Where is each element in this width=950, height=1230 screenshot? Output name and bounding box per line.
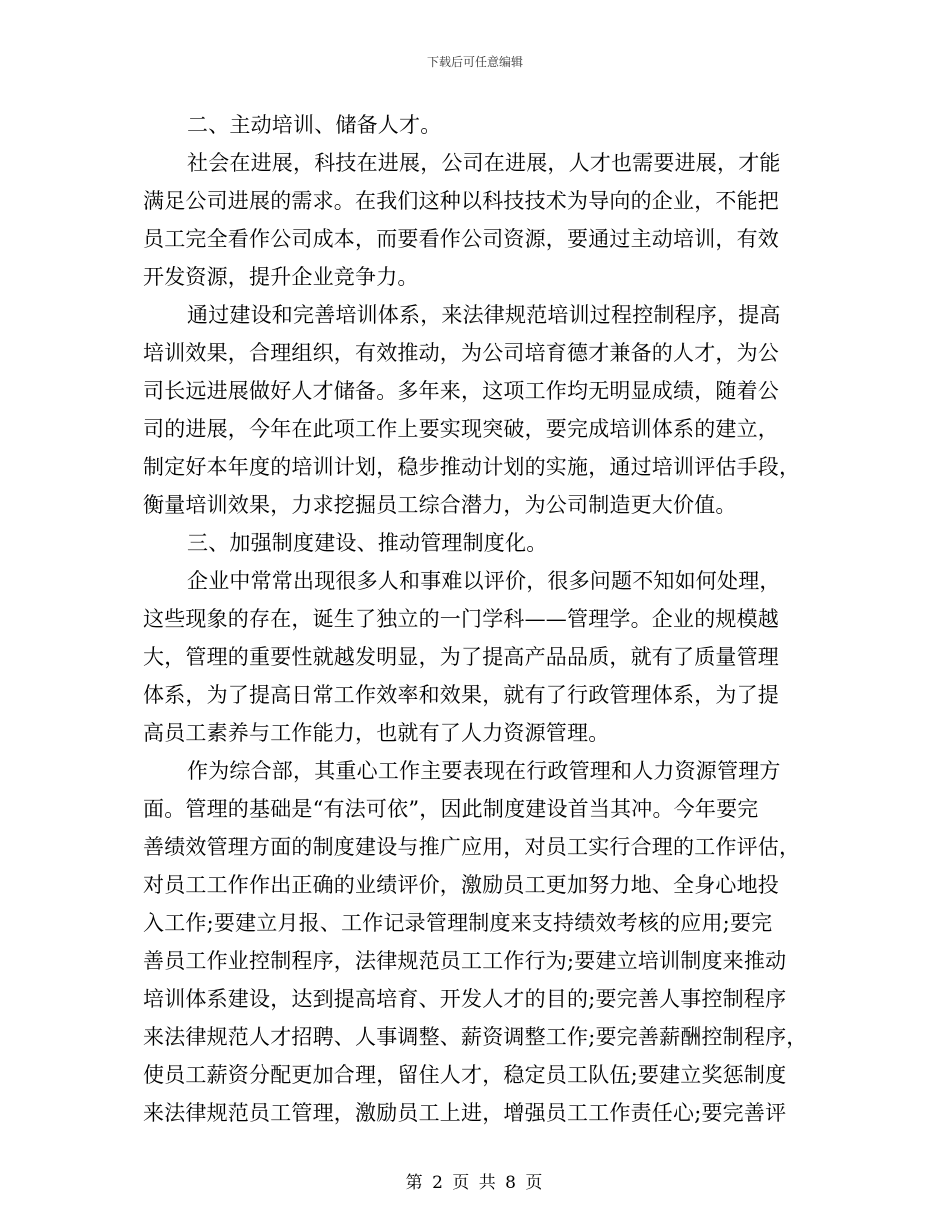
paragraph-line: 善员工作业控制程序，法律规范员工工作行为;要建立培训制度来推动 [143, 949, 787, 973]
paragraph-line: 高员工素养与工作能力，也就有了人力资源管理。 [143, 721, 610, 745]
paragraph-line: 入工作;要建立月报、工作记录管理制度来支持绩效考核的应用;要完 [143, 911, 773, 935]
paragraph-line: 培训体系建设，达到提高培育、开发人才的目的;要完善人事控制程序 [143, 987, 787, 1011]
paragraph-line: 司长远进展做好人才储备。多年来，这项工作均无明显成绩，随着公 [143, 379, 779, 403]
paragraph-line: 通过建设和完善培训体系，来法律规范培训过程控制程序，提高 [187, 303, 781, 327]
paragraph-line: 善绩效管理方面的制度建设与推广应用，对员工实行合理的工作评估， [143, 835, 801, 859]
paragraph-line: 这些现象的存在，诞生了独立的一门学科——管理学。企业的规模越 [143, 607, 779, 631]
paragraph-line: 司的进展，今年在此项工作上要实现突破，要完成培训体系的建立， [143, 417, 779, 441]
paragraph-line: 面。管理的基础是“有法可依”，因此制度建设首当其冲。今年要完 [143, 797, 759, 821]
document-body [143, 106, 811, 1132]
paragraph-line: 对员工工作作出正确的业绩评价，激励员工更加努力地、全身心地投 [143, 873, 779, 897]
paragraph-line: 培训效果，合理组织，有效推动，为公司培育德才兼备的人才，为公 [143, 341, 779, 365]
paragraph-line: 大，管理的重要性就越发明显，为了提高产品品质，就有了质量管理 [143, 645, 779, 669]
page-header-note: 下载后可任意编辑 [426, 55, 523, 69]
paragraph-line: 满足公司进展的需求。在我们这种以科技技术为导向的企业，不能把 [143, 189, 779, 213]
paragraph-line: 来法律规范人才招聘、人事调整、薪资调整工作;要完善薪酬控制程序， [143, 1025, 808, 1049]
paragraph-line: 社会在进展，科技在进展，公司在进展，人才也需要进展，才能 [187, 151, 781, 175]
paragraph-line: 员工完全看作公司成本，而要看作公司资源，要通过主动培训，有效 [143, 227, 779, 251]
paragraph-line: 作为综合部，其重心工作主要表现在行政管理和人力资源管理方 [187, 759, 781, 783]
paragraph-line: 体系，为了提高日常工作效率和效果，就有了行政管理体系，为了提 [143, 683, 779, 707]
section-heading-training: 二、主动培训、储备人才。 [187, 113, 442, 137]
paragraph-line: 衡量培训效果，力求挖掘员工综合潜力，为公司制造更大价值。 [143, 493, 737, 517]
paragraph-line: 使员工薪资分配更加合理，留住人才，稳定员工队伍;要建立奖惩制度 [143, 1063, 787, 1087]
paragraph-line: 来法律规范员工管理，激励员工上进，增强员工工作责任心;要完善评 [143, 1101, 787, 1125]
paragraph-line: 制定好本年度的培训计划，稳步推动计划的实施，通过培训评估手段， [143, 455, 801, 479]
section-heading-system: 三、加强制度建设、推动管理制度化。 [187, 531, 548, 555]
paragraph-line: 企业中常常出现很多人和事难以评价，很多问题不知如何处理， [187, 569, 781, 593]
paragraph-line: 开发资源，提升企业竞争力。 [143, 265, 419, 289]
page-number: 第 2 页 共 8 页 [405, 1173, 545, 1193]
